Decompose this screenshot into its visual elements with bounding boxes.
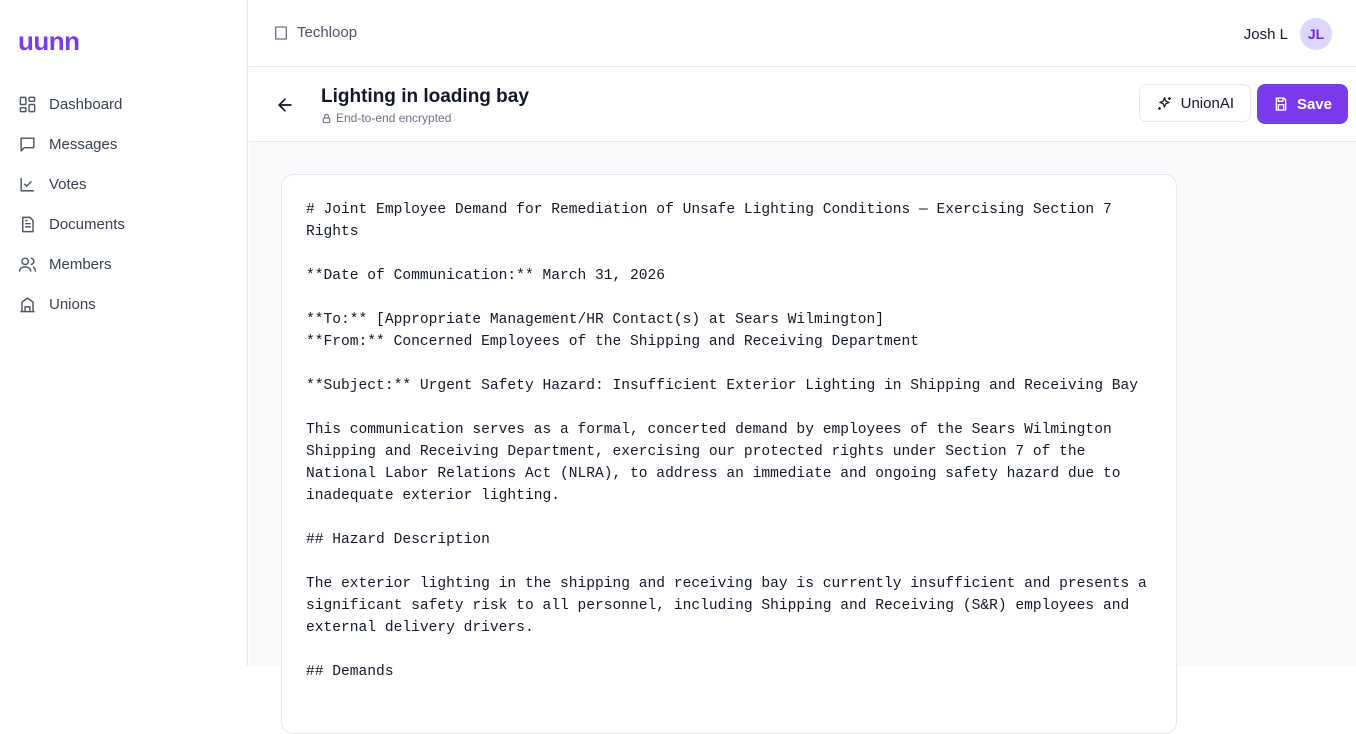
dashboard-icon — [18, 95, 37, 114]
union-ai-label: UnionAI — [1180, 94, 1234, 112]
back-button[interactable] — [273, 93, 297, 117]
sidebar-item-label: Members — [49, 255, 112, 273]
user-name: Josh L — [1243, 25, 1288, 43]
sidebar-item-label: Dashboard — [49, 95, 123, 113]
building-icon — [18, 295, 37, 314]
content-area — [249, 142, 1356, 680]
document-body[interactable]: # Joint Employee Demand for Remediation of Unsafe Lighting Conditions — Exercising Section 7 Rights **Date of Communication:** March 31, 2026 **To:** [Appropriate Management/HR Contact(s) at Sears Wilmington] **From:** Concerned Employees of the Shipping and Receiving Department **Subject:** Urgent Safety Hazard: Insufficient Exterior Lighting in Shipping and Receiving Bay This communication serves as a formal, concerted demand by employees of the Sears Wilmington Shipping and Receiving Department, exercising our protected rights under Section 7 of the National Labor Relations Act (NLRA), to address an immediate and ongoing safety hazard due to inadequate exterior lighting. ## Hazard Description The exterior lighting in the shipping and receiving bay is currently insufficient and presents a significant safety risk to all personnel, including Shipping and Receiving (S&R) employees and external delivery drivers. ## Demands — [306, 202, 1147, 680]
save-icon — [1273, 96, 1289, 112]
sparkles-icon — [1156, 95, 1173, 112]
vote-icon — [18, 175, 37, 194]
document-icon — [18, 215, 37, 234]
sidebar-item-label: Documents — [49, 215, 125, 233]
sidebar-nav — [0, 84, 248, 324]
encryption-status — [321, 111, 451, 125]
sidebar-item-dashboard[interactable] — [0, 84, 248, 124]
sidebar-item-label: Messages — [49, 135, 118, 153]
sidebar-item-messages[interactable] — [0, 124, 248, 164]
sidebar-item-members[interactable] — [0, 244, 248, 284]
encryption-label: End-to-end encrypted — [336, 111, 452, 125]
save-label: Save — [1296, 95, 1332, 113]
union-ai-button[interactable] — [1139, 84, 1251, 122]
org-switcher[interactable] — [273, 24, 357, 41]
sidebar — [0, 0, 248, 666]
building-icon — [273, 25, 289, 41]
sidebar-item-label: Votes — [49, 175, 87, 193]
sidebar-item-unions[interactable] — [0, 284, 248, 324]
sidebar-item-label: Unions — [49, 295, 96, 313]
page-title: Lighting in loading bay — [321, 86, 529, 107]
document-editor[interactable] — [281, 174, 1177, 734]
document-header — [249, 67, 1356, 142]
avatar[interactable]: JL — [1300, 18, 1332, 50]
arrow-left-icon — [275, 95, 295, 115]
sidebar-item-votes[interactable] — [0, 164, 248, 204]
org-name: Techloop — [297, 24, 358, 41]
save-button[interactable] — [1257, 84, 1348, 124]
message-icon — [18, 135, 37, 154]
user-menu[interactable] — [1244, 18, 1332, 50]
app-logo[interactable]: uunn — [18, 26, 80, 56]
top-bar — [249, 0, 1356, 67]
lock-icon — [321, 113, 332, 124]
members-icon — [18, 255, 37, 274]
sidebar-item-documents[interactable] — [0, 204, 248, 244]
